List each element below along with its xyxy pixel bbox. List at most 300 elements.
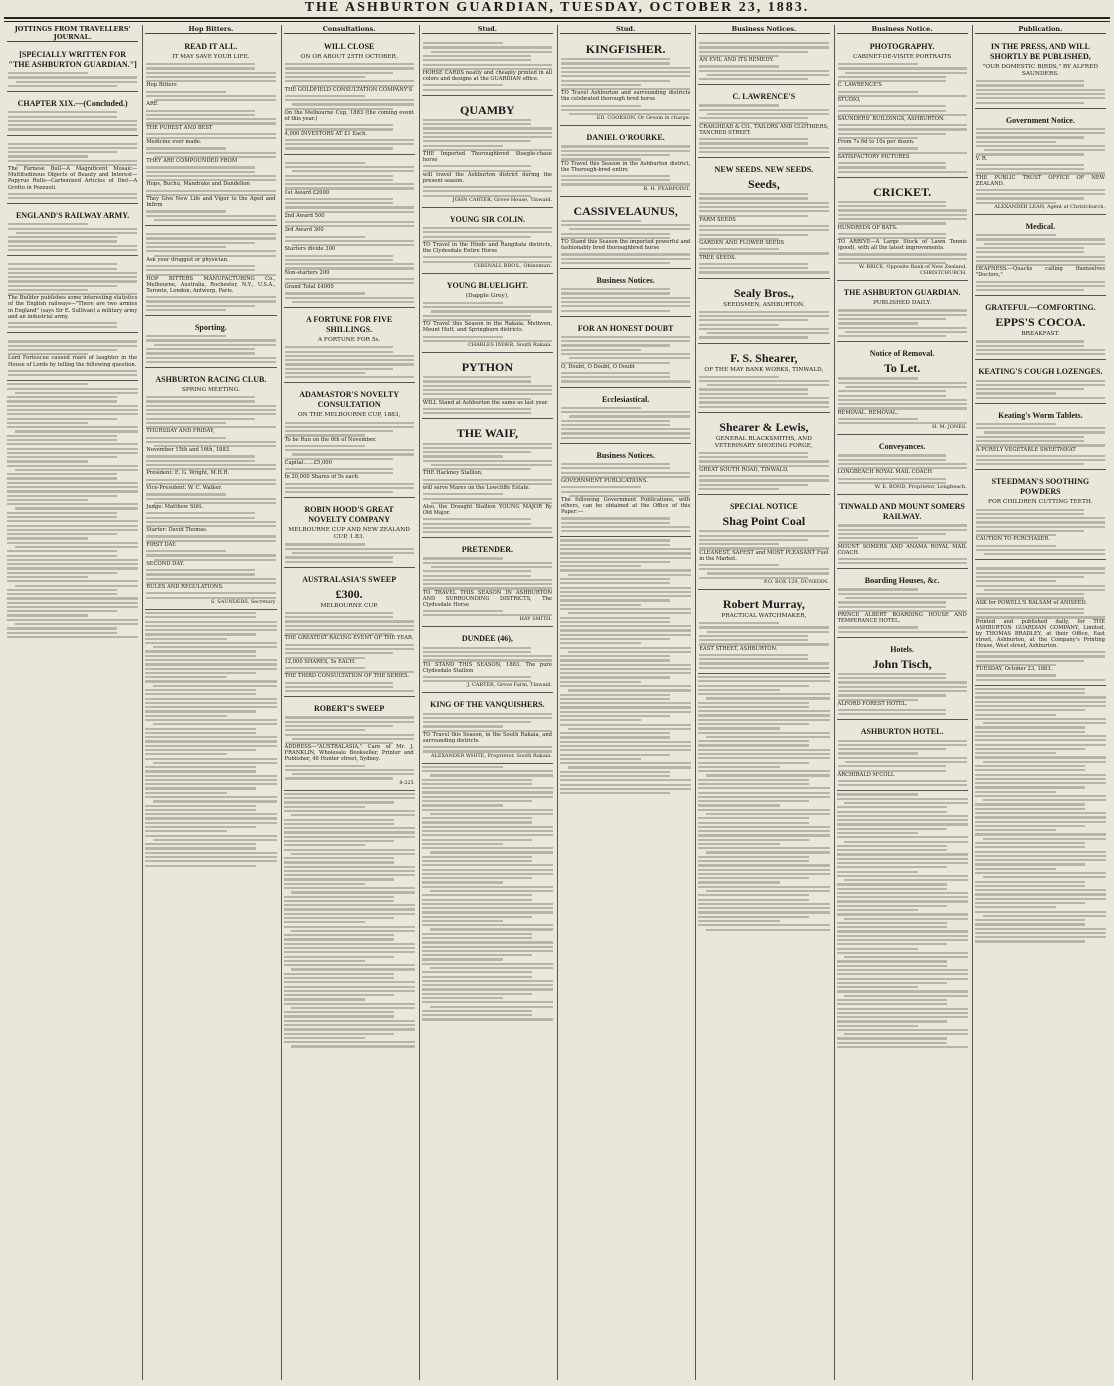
body-text-line bbox=[976, 353, 1105, 355]
body-text-line bbox=[422, 937, 532, 939]
body-text-line bbox=[422, 881, 503, 883]
body-text-line bbox=[284, 947, 415, 949]
body-text-line bbox=[838, 686, 967, 688]
body-text-line bbox=[560, 788, 691, 790]
body-text-line bbox=[423, 398, 532, 400]
ad-text-line: STUDIO, bbox=[837, 97, 861, 104]
ad-text-line: ASK for POWELL'S BALSAM of ANISEED. bbox=[975, 599, 1088, 606]
body-text-line bbox=[146, 300, 275, 302]
body-text-line bbox=[837, 883, 947, 885]
body-text-line bbox=[560, 582, 670, 584]
body-text-line bbox=[423, 451, 532, 453]
body-text-line bbox=[698, 860, 808, 862]
body-text-line bbox=[561, 80, 670, 82]
body-text-line bbox=[7, 477, 117, 479]
body-text-line bbox=[560, 578, 670, 580]
body-text-line bbox=[145, 779, 276, 781]
body-text-line bbox=[145, 625, 276, 627]
body-text-line bbox=[145, 852, 276, 854]
body-text-line bbox=[146, 460, 255, 462]
body-text-line bbox=[284, 878, 394, 880]
body-text-line bbox=[560, 792, 670, 794]
body-text-line bbox=[146, 479, 275, 481]
body-text-line bbox=[7, 529, 138, 531]
ad-display-name: QUAMBY bbox=[460, 102, 515, 117]
body-text-line bbox=[7, 636, 138, 638]
body-text-line bbox=[145, 629, 276, 631]
ad-text-line: Starter: David Thomas. bbox=[146, 527, 208, 534]
body-text-line bbox=[7, 520, 138, 522]
body-text-line bbox=[285, 263, 414, 265]
body-text-line bbox=[838, 222, 947, 224]
body-text-line bbox=[560, 604, 641, 606]
body-text-line bbox=[154, 559, 276, 561]
body-text-line bbox=[7, 405, 138, 407]
body-text-line bbox=[7, 614, 88, 616]
body-text-line bbox=[698, 744, 808, 746]
advertisement bbox=[422, 629, 553, 693]
body-text-line bbox=[423, 149, 552, 151]
body-text-line bbox=[423, 443, 552, 445]
body-text-line bbox=[983, 761, 1106, 763]
body-text-line bbox=[838, 752, 918, 754]
body-text-line bbox=[285, 671, 414, 673]
body-text-line bbox=[975, 778, 1106, 780]
body-text-line bbox=[698, 881, 779, 883]
body-text-line bbox=[15, 392, 138, 394]
ad-text-line: TREE SEEDS. bbox=[699, 254, 737, 261]
body-text-line bbox=[422, 877, 532, 879]
body-text-line bbox=[838, 533, 947, 535]
body-text-line bbox=[145, 736, 276, 738]
advertisement bbox=[7, 45, 138, 92]
ad-text-line: Medicine ever made. bbox=[146, 139, 202, 146]
body-text-line bbox=[285, 108, 394, 110]
body-text-line bbox=[7, 559, 138, 561]
body-text-line bbox=[560, 668, 691, 670]
body-text-line bbox=[284, 823, 394, 825]
body-text-line bbox=[699, 484, 808, 486]
body-text-line bbox=[146, 554, 275, 556]
body-text-line bbox=[7, 460, 88, 462]
body-text-line bbox=[285, 376, 414, 378]
body-text-line bbox=[423, 306, 552, 308]
body-text-line bbox=[422, 779, 532, 781]
body-text-line bbox=[838, 690, 967, 692]
ad-text-line: GARDEN AND FLOWER SEEDS bbox=[699, 239, 785, 246]
ad-title: Hotels. bbox=[890, 644, 915, 654]
body-text-line bbox=[7, 542, 138, 544]
body-text-line bbox=[976, 289, 1085, 291]
body-text-line bbox=[285, 211, 414, 213]
body-text-line bbox=[560, 698, 670, 700]
body-text-line bbox=[706, 929, 829, 931]
body-text-line bbox=[984, 243, 1106, 245]
body-text-line bbox=[422, 856, 532, 858]
body-text-line bbox=[838, 137, 918, 139]
column-2 bbox=[145, 25, 276, 1380]
ad-text-line: From 7s 6d to 10s per dozen. bbox=[837, 139, 915, 146]
ad-signature: J. CARTER, Grove Farm, Tinwald. bbox=[467, 682, 552, 689]
advertisement bbox=[837, 722, 968, 791]
ad-title: Conveyances. bbox=[878, 442, 926, 452]
body-text-line bbox=[699, 622, 779, 624]
body-text-line bbox=[975, 752, 1056, 754]
body-text-line bbox=[8, 116, 117, 118]
body-text-line bbox=[975, 902, 1085, 904]
body-text-line bbox=[838, 253, 967, 255]
body-text-line bbox=[423, 721, 532, 723]
body-text-line bbox=[560, 749, 691, 751]
body-text-line bbox=[706, 890, 829, 892]
body-text-line bbox=[698, 693, 829, 695]
body-text-line bbox=[291, 968, 414, 970]
body-text-line bbox=[422, 869, 553, 871]
body-text-line bbox=[16, 232, 138, 234]
body-text-line bbox=[146, 357, 275, 359]
ad-text-line: SAUNDERS' BUILDINGS, ASHBURTON. bbox=[837, 116, 945, 122]
advertisement bbox=[422, 421, 553, 538]
body-text-line bbox=[284, 913, 415, 915]
column-6 bbox=[698, 25, 829, 1380]
body-text-line bbox=[838, 327, 967, 329]
body-text-line bbox=[285, 561, 394, 563]
body-text-line bbox=[145, 732, 255, 734]
ad-title: YOUNG BLUELIGHT. bbox=[446, 280, 528, 290]
body-text-line bbox=[837, 836, 968, 838]
body-text-line bbox=[145, 865, 255, 867]
ad-title: CHAPTER XIX.—(Concluded.) bbox=[17, 99, 128, 109]
body-text-line bbox=[8, 85, 117, 87]
body-text-line bbox=[153, 646, 276, 648]
ad-text-line: The Builder publishes some interesting statistics of the English railways—"There are two armies in England" (says Sir E. Sullivan) a military army and an industrial army. bbox=[8, 295, 138, 320]
body-text-line bbox=[838, 699, 918, 701]
body-text-line bbox=[285, 206, 414, 208]
ad-title: ASHBURTON RACING CLUB. bbox=[155, 375, 267, 385]
body-text-line bbox=[837, 1029, 968, 1031]
body-text-line bbox=[285, 657, 365, 659]
body-text-line bbox=[560, 784, 691, 786]
ad-text-line: TO Travel this Season in the Rakaia, Methven, Mount Hutt, and Springburn districts. bbox=[422, 321, 552, 334]
body-text-line bbox=[423, 145, 503, 147]
body-text-line bbox=[561, 476, 690, 478]
body-text-line bbox=[838, 147, 918, 149]
body-text-line bbox=[698, 817, 808, 819]
body-text-line bbox=[976, 128, 1105, 130]
body-text-line bbox=[699, 248, 779, 250]
body-text-line bbox=[975, 714, 1056, 716]
advertisement bbox=[975, 298, 1106, 360]
body-text-line bbox=[837, 866, 947, 868]
body-text-line bbox=[145, 659, 276, 661]
body-text-line bbox=[291, 814, 414, 816]
body-text-line bbox=[699, 117, 808, 119]
body-text-line bbox=[431, 464, 553, 466]
ad-display-name: F. S. Shearer, bbox=[730, 350, 798, 365]
body-text-line bbox=[7, 512, 117, 514]
body-text-line bbox=[560, 557, 691, 559]
body-text-line bbox=[8, 272, 137, 274]
body-text-line bbox=[422, 933, 532, 935]
ad-text-line: Grand Total £4000 bbox=[284, 284, 334, 291]
body-text-line bbox=[976, 585, 1105, 587]
body-text-line bbox=[698, 689, 779, 691]
body-text-line bbox=[7, 465, 138, 467]
body-text-line bbox=[975, 803, 1085, 805]
advertisement bbox=[698, 415, 829, 495]
body-text-line bbox=[8, 285, 117, 287]
body-text-line bbox=[422, 899, 532, 901]
body-text-line bbox=[8, 370, 137, 372]
ad-display-name: CASSIVELAUNUS, bbox=[573, 203, 678, 218]
body-text-line bbox=[560, 694, 670, 696]
body-text-line bbox=[699, 267, 808, 269]
ad-title: NEW SEEDS. NEW SEEDS. bbox=[714, 165, 814, 175]
body-text-line bbox=[975, 863, 1085, 865]
body-text-line bbox=[285, 80, 414, 82]
body-text-line bbox=[145, 612, 255, 614]
body-text-line bbox=[284, 857, 394, 859]
body-text-line bbox=[285, 648, 414, 650]
body-text-line bbox=[422, 907, 553, 909]
body-text-line bbox=[976, 463, 1085, 465]
body-text-line bbox=[837, 943, 947, 945]
advertisement bbox=[284, 385, 415, 498]
body-text-line bbox=[8, 128, 137, 130]
ad-text-line: V. R. bbox=[975, 155, 988, 162]
body-text-line bbox=[422, 993, 532, 995]
body-text-line bbox=[838, 114, 967, 116]
body-text-line bbox=[285, 721, 414, 723]
body-text-line bbox=[145, 822, 276, 824]
advertisement bbox=[560, 271, 691, 317]
advertisement bbox=[7, 335, 138, 381]
advertisement bbox=[422, 540, 553, 627]
body-text-line bbox=[568, 728, 691, 730]
body-text-line bbox=[146, 422, 226, 424]
body-text-line bbox=[146, 335, 226, 337]
ad-signature: CHISNALL BROS., Ohinemuri. bbox=[474, 262, 552, 269]
body-text-line bbox=[838, 110, 947, 112]
ad-subtitle: A FORTUNE FOR 5s. bbox=[317, 337, 381, 344]
body-text-line bbox=[699, 479, 828, 481]
body-text-line bbox=[422, 766, 503, 768]
body-text-line bbox=[838, 399, 967, 401]
body-text-line bbox=[837, 1037, 947, 1039]
ad-title: FOR AN HONEST DOUBT bbox=[577, 323, 674, 333]
ad-text-line: HORSE CARDS neatly and cheaply printed in all colors and designs at the GUARDIAN office. bbox=[422, 69, 552, 83]
body-text-line bbox=[699, 315, 828, 317]
body-text-line bbox=[976, 459, 1105, 461]
body-text-line bbox=[561, 424, 670, 426]
body-text-line bbox=[431, 502, 553, 504]
body-text-line bbox=[145, 745, 276, 747]
body-text-line bbox=[285, 128, 394, 130]
advertisement bbox=[284, 37, 415, 155]
body-text-line bbox=[698, 787, 829, 789]
body-text-line bbox=[285, 183, 414, 185]
body-text-line bbox=[560, 552, 691, 554]
body-text-line bbox=[838, 467, 967, 469]
advertisement bbox=[145, 318, 276, 368]
body-text-line bbox=[699, 319, 808, 321]
body-text-line bbox=[568, 689, 691, 691]
ad-title: A FORTUNE FOR FIVE SHILLINGS. bbox=[306, 315, 393, 335]
ad-display-name: KINGFISHER. bbox=[585, 42, 666, 56]
ad-text-line: HUNDREDS OF BATS. bbox=[837, 224, 898, 231]
body-text-line bbox=[146, 63, 255, 65]
body-text-line bbox=[837, 922, 947, 924]
body-text-line bbox=[560, 779, 691, 781]
body-text-line bbox=[698, 826, 829, 828]
ad-display-name: £300. bbox=[335, 586, 363, 601]
body-text-line bbox=[699, 643, 828, 645]
body-text-line bbox=[146, 110, 255, 112]
ad-text-line: THEY ARE COMPOUNDED FROM bbox=[146, 158, 238, 165]
body-text-line bbox=[15, 469, 138, 471]
body-text-line bbox=[284, 1037, 365, 1039]
ad-display-name: THE WAIF, bbox=[456, 426, 519, 441]
ad-text-line: ARCHIBALD M'COLL bbox=[837, 771, 895, 778]
body-text-line bbox=[284, 797, 415, 799]
body-text-line bbox=[838, 709, 947, 711]
ad-text-line: TO STAND THIS SEASON, 1883. The pure Clydesdale Stallion bbox=[422, 661, 552, 674]
advertisement bbox=[698, 281, 829, 344]
body-text-line bbox=[8, 276, 137, 278]
body-text-line bbox=[153, 723, 276, 725]
ad-text-line: Starters divide 300 bbox=[284, 246, 336, 253]
body-text-line bbox=[838, 601, 947, 603]
body-text-line bbox=[560, 711, 691, 713]
body-text-line bbox=[146, 246, 226, 248]
body-text-line bbox=[146, 540, 275, 542]
body-text-line bbox=[698, 740, 808, 742]
body-text-line bbox=[292, 103, 414, 105]
body-text-line bbox=[7, 503, 138, 505]
ad-subtitle: CABINET-DE-VISITE PORTRAITS bbox=[853, 54, 952, 60]
body-text-line bbox=[561, 301, 690, 303]
advertisement bbox=[975, 217, 1106, 296]
body-text-line bbox=[8, 223, 88, 225]
ad-title: WILL CLOSE bbox=[323, 42, 375, 51]
body-text-line bbox=[8, 124, 137, 126]
column-header: JOTTINGS FROM TRAVELLERS' JOURNAL. bbox=[7, 25, 138, 42]
body-text-line bbox=[7, 452, 138, 454]
ad-text-line: TO ARRIVE—A Large Stock of Lawn Tennis (good), with all the latest improvements. bbox=[837, 239, 967, 252]
body-text-line bbox=[561, 407, 641, 409]
body-text-line bbox=[976, 612, 1085, 614]
body-text-line bbox=[983, 915, 1106, 917]
body-text-line bbox=[560, 732, 670, 734]
body-text-line bbox=[422, 847, 553, 849]
body-text-line bbox=[699, 206, 828, 208]
ad-title: YOUNG SIR COLIN. bbox=[449, 214, 526, 224]
body-text-line bbox=[976, 608, 1085, 610]
body-text-line bbox=[975, 928, 1106, 930]
body-text-line bbox=[285, 124, 394, 126]
body-text-line bbox=[699, 376, 779, 378]
body-text-line bbox=[838, 133, 947, 135]
ad-title: ROBIN HOOD'S GREAT NOVELTY COMPANY bbox=[304, 505, 394, 525]
body-text-line bbox=[8, 326, 117, 328]
ad-text-line: THE THIRD CONSULTATION OF THE SERIES. bbox=[284, 673, 409, 680]
body-text-line bbox=[560, 745, 691, 747]
body-text-line bbox=[15, 623, 138, 625]
body-text-line bbox=[423, 315, 532, 317]
ad-text-line: LONGBEACH ROYAL MAIL COACH bbox=[837, 469, 933, 476]
body-text-line bbox=[7, 619, 138, 621]
body-text-line bbox=[423, 527, 552, 529]
body-text-line bbox=[561, 297, 690, 299]
advertisement bbox=[837, 497, 968, 569]
ad-subtitle: SEEDSMEN, ASHBURTON. bbox=[723, 301, 805, 308]
ad-signature: ED. COOKSON, Or Groom in charge. bbox=[596, 115, 691, 122]
ad-title: PHOTOGRAPHY. bbox=[869, 42, 935, 51]
body-text-line bbox=[422, 958, 503, 960]
body-text-line bbox=[146, 517, 255, 519]
body-text-line bbox=[146, 396, 255, 398]
body-text-line bbox=[146, 166, 255, 168]
body-text-line bbox=[560, 659, 670, 661]
ad-display-name: Robert Murray, bbox=[722, 596, 805, 611]
body-text-line bbox=[707, 332, 829, 334]
body-text-line bbox=[838, 91, 918, 93]
body-text-line bbox=[422, 1018, 553, 1020]
body-text-line bbox=[837, 1025, 918, 1027]
body-text-line bbox=[975, 816, 1106, 818]
body-text-line bbox=[7, 627, 117, 629]
body-text-line bbox=[146, 521, 275, 523]
advertisement bbox=[7, 258, 138, 333]
body-text-line bbox=[7, 383, 88, 385]
body-text-line bbox=[285, 690, 414, 692]
advertisement bbox=[975, 406, 1106, 471]
ad-signature: CHARLES INDER, South Rakaia. bbox=[467, 341, 552, 348]
body-text-line bbox=[976, 455, 1105, 457]
body-text-line bbox=[976, 427, 1105, 429]
body-text-line bbox=[976, 102, 1085, 104]
ad-title: THE ASHBURTON GUARDIAN. bbox=[843, 288, 961, 298]
body-text-line bbox=[837, 815, 968, 817]
body-text-line bbox=[838, 631, 967, 633]
body-text-line bbox=[153, 839, 276, 841]
body-text-line bbox=[422, 839, 532, 841]
body-text-line bbox=[699, 662, 828, 664]
body-text-line bbox=[707, 572, 829, 574]
body-text-line bbox=[153, 762, 276, 764]
body-text-line bbox=[837, 905, 947, 907]
ad-text-line: TO Travel Ashburton and surrounding districts the celebrated thorough bred horse bbox=[561, 90, 691, 103]
body-text-line bbox=[837, 948, 918, 950]
body-text-line bbox=[285, 166, 414, 168]
body-text-line bbox=[838, 757, 967, 759]
body-text-line bbox=[146, 455, 255, 457]
body-text-line bbox=[423, 447, 552, 449]
body-text-line bbox=[146, 190, 275, 192]
body-text-line bbox=[146, 118, 275, 120]
body-text-line bbox=[845, 331, 967, 333]
body-text-line bbox=[707, 631, 829, 633]
body-text-line bbox=[422, 787, 553, 789]
ad-text-line: will travel the Ashburton district during the present season. bbox=[422, 171, 552, 184]
advertisement bbox=[422, 695, 553, 763]
advertisement bbox=[560, 390, 691, 444]
body-text-line bbox=[698, 685, 808, 687]
ad-text-line: CAUTION TO PURCHASER. bbox=[975, 536, 1050, 543]
body-text-line bbox=[423, 195, 532, 197]
ad-text-line: Judge: Matthew Stitt. bbox=[146, 504, 203, 511]
body-text-line bbox=[423, 713, 552, 715]
